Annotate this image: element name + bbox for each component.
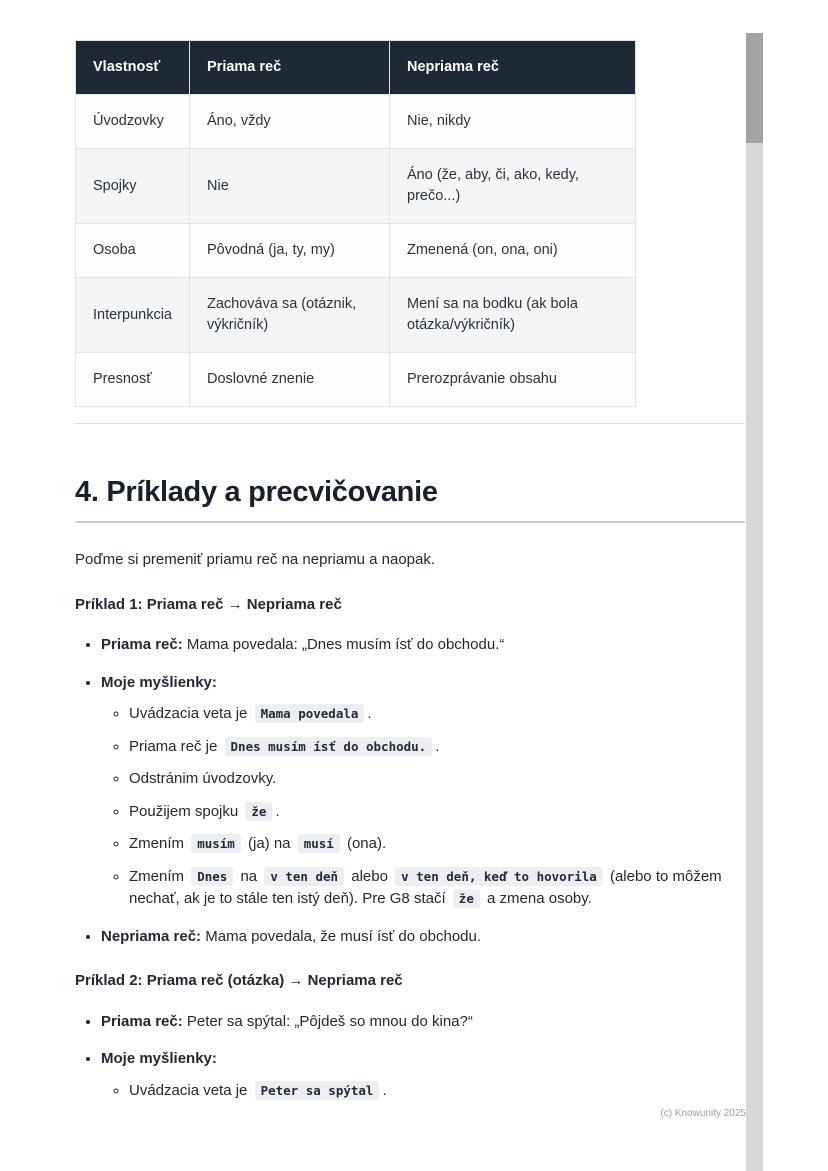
- table-header-cell: Priama reč: [190, 41, 390, 95]
- copyright-watermark: (c) Knowunity 2025: [660, 1108, 746, 1119]
- thought-text: .: [275, 802, 280, 820]
- table-row: [76, 278, 636, 353]
- thought-item: [129, 703, 745, 726]
- table-cell: Nie: [190, 149, 390, 224]
- priama-rec-label: Priama reč:: [101, 636, 183, 654]
- priama-rec-text: Peter sa spýtal: „Pôjdeš so mnou do kina?“: [182, 1012, 473, 1030]
- thought-text: (ja) na: [243, 835, 295, 853]
- thought-text: .: [367, 705, 372, 723]
- priama-rec-text: Mama povedala: „Dnes musím ísť do obchodu.“: [182, 636, 505, 654]
- table-cell: Osoba: [76, 224, 190, 278]
- thought-text: Uvádzacia veta je: [129, 1081, 252, 1099]
- thought-text: na: [236, 867, 262, 885]
- thought-item: [129, 768, 745, 791]
- section-intro: Poďme si premeniť priamu reč na nepriamu a naopak.: [75, 551, 436, 569]
- table-cell: Spojky: [76, 149, 190, 224]
- thought-item: [129, 1080, 745, 1103]
- code-chip: že: [245, 802, 272, 821]
- thought-item: [129, 833, 745, 856]
- table-cell: Zmenená (on, ona, oni): [390, 224, 636, 278]
- list-item: [101, 1048, 745, 1102]
- table-cell: Prerozprávanie obsahu: [390, 353, 636, 407]
- code-chip: Dnes: [191, 867, 233, 886]
- thought-text: Priama reč je: [129, 737, 222, 755]
- code-chip: Peter sa spýtal: [255, 1081, 380, 1100]
- list-item: [101, 926, 745, 949]
- table-cell: Presnosť: [76, 353, 190, 407]
- list-item: [101, 1011, 745, 1034]
- thought-item: [129, 736, 745, 759]
- thought-item: [129, 801, 745, 824]
- table-row: [76, 224, 636, 278]
- comparison-table: [75, 40, 636, 407]
- table-cell: Zachováva sa (otáznik, výkričník): [190, 278, 390, 353]
- code-chip: že: [453, 889, 480, 908]
- table-cell: Áno (že, aby, či, ako, kedy, prečo...): [390, 149, 636, 224]
- table-row: [76, 353, 636, 407]
- table-cell: Doslovné znenie: [190, 353, 390, 407]
- example1-list: [75, 634, 745, 948]
- thought-text: Odstránim úvodzovky.: [129, 770, 277, 788]
- document-content: [75, 40, 745, 1117]
- table-cell: Áno, vždy: [190, 95, 390, 149]
- nepriama-rec-label: Nepriama reč:: [101, 927, 202, 945]
- thought-text: Použijem spojku: [129, 802, 243, 820]
- thought-text: (alebo to môžem nechať, ak je to stále ten istý deň). Pre G8 stačí: [129, 867, 722, 908]
- section-heading: 4. Príklady a precvičovanie: [75, 476, 745, 523]
- table-row: [76, 149, 636, 224]
- table-cell: Interpunkcia: [76, 278, 190, 353]
- table-header-cell: Nepriama reč: [390, 41, 636, 95]
- table-cell: Úvodzovky: [76, 95, 190, 149]
- thought-text: .: [382, 1081, 387, 1099]
- table-cell: Nie, nikdy: [390, 95, 636, 149]
- example1-thoughts-list: [101, 703, 745, 911]
- thought-text: a zmena osoby.: [482, 890, 592, 908]
- thought-text: alebo: [347, 867, 393, 885]
- code-chip: v ten deň, keď to hovorila: [395, 867, 603, 886]
- thought-text: (ona).: [342, 835, 387, 853]
- code-chip: musí: [298, 834, 340, 853]
- example1-title: Príklad 1: Priama reč → Nepriama reč: [75, 595, 342, 613]
- example2-title: Príklad 2: Priama reč (otázka) → Nepriama reč: [75, 972, 403, 990]
- code-chip: Dnes musím ísť do obchodu.: [225, 737, 433, 756]
- thought-text: Zmením: [129, 867, 189, 885]
- list-item: [101, 634, 745, 657]
- table-cell: Mení sa na bodku (ak bola otázka/výkričník): [390, 278, 636, 353]
- section-divider: [75, 423, 745, 424]
- code-chip: v ten deň: [264, 867, 344, 886]
- thought-text: .: [435, 737, 440, 755]
- thought-text: Zmením: [129, 835, 189, 853]
- code-chip: Mama povedala: [255, 704, 365, 723]
- thought-item: [129, 866, 745, 911]
- example2-list: [75, 1011, 745, 1103]
- priama-rec-label: Priama reč:: [101, 1012, 183, 1030]
- table-header-row: [76, 41, 636, 95]
- code-chip: musím: [191, 834, 241, 853]
- myslienky-label: Moje myšlienky:: [101, 673, 217, 691]
- table-header-cell: Vlastnosť: [76, 41, 190, 95]
- example2-thoughts-list: [101, 1080, 745, 1103]
- scrollbar-track[interactable]: [746, 33, 763, 1171]
- table-row: [76, 95, 636, 149]
- myslienky-label: Moje myšlienky:: [101, 1050, 217, 1068]
- table-cell: Pôvodná (ja, ty, my): [190, 224, 390, 278]
- nepriama-rec-text: Mama povedala, že musí ísť do obchodu.: [201, 927, 482, 945]
- list-item: [101, 672, 745, 911]
- scrollbar-thumb[interactable]: [746, 33, 763, 143]
- thought-text: Uvádzacia veta je: [129, 705, 252, 723]
